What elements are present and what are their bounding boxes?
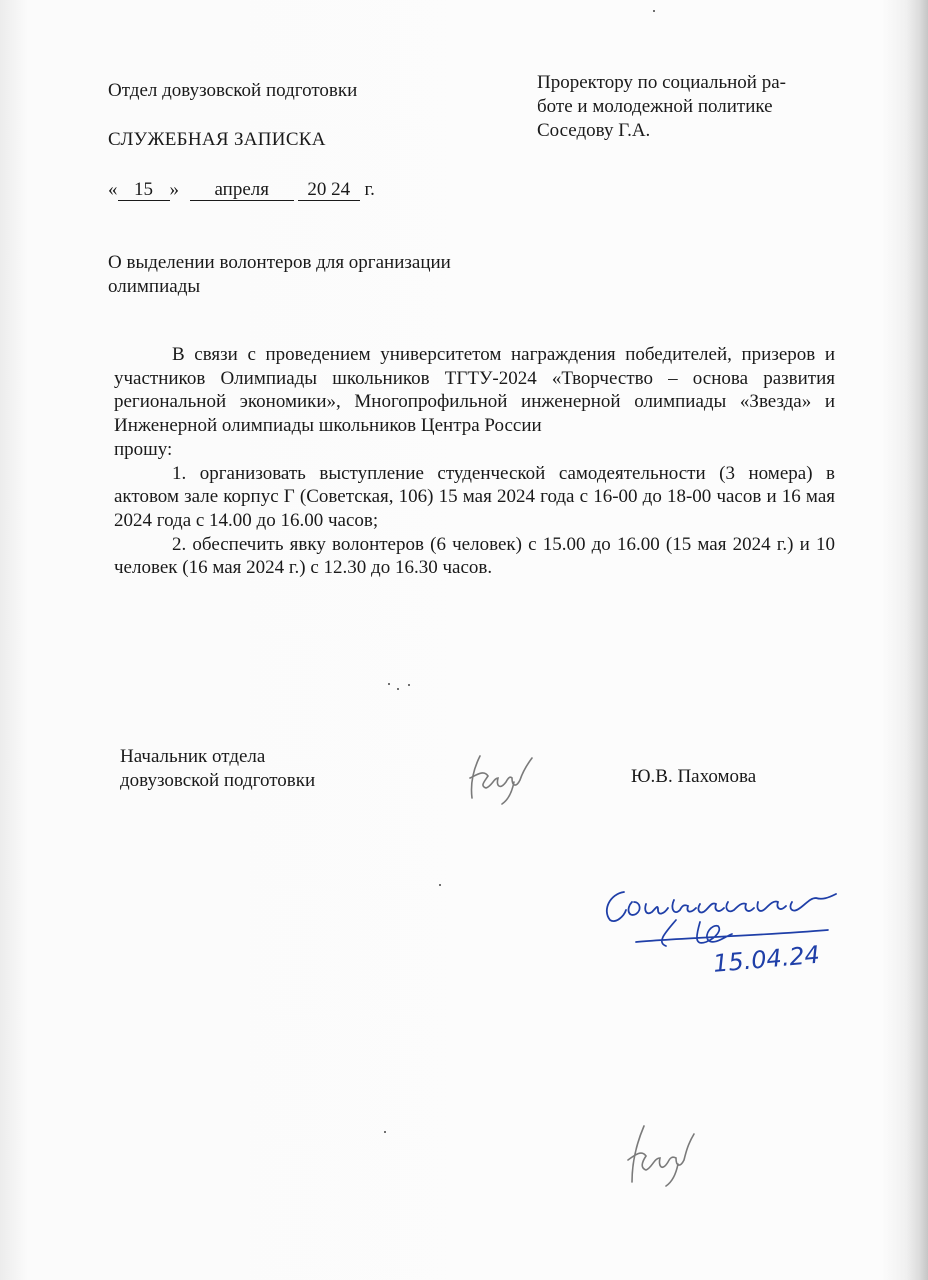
signatory-name: Ю.В. Пахомова xyxy=(631,766,757,787)
subject-block xyxy=(108,251,451,299)
addressee-line: Проректору по социальной ра- xyxy=(537,72,786,93)
memo-body xyxy=(114,343,835,580)
date-month: апреля xyxy=(190,180,294,201)
date-day: 15 xyxy=(118,180,170,201)
addressee-line: боте и молодежной политике xyxy=(537,96,773,117)
body-item-2: 2. обеспечить явку волонтеров (6 человек) с 15.00 до 16.00 (15 мая 2024 г.) и 10 человек (16 мая 2024 г.) с 12.30 до 16.30 часов. xyxy=(114,533,835,579)
body-item-1: 1. организовать выступление студенческой самодеятельности (3 номера) в актовом зале корпус Г (Советская, 106) 15 мая 2024 года с 16-00 до 18-00 часов и 16 мая 2024 года с 14.00 до 16.00 часов; xyxy=(114,462,835,531)
addressee-line: Соседову Г.А. xyxy=(537,120,651,141)
date-open-quote: « xyxy=(108,179,118,200)
speck xyxy=(439,884,441,886)
addressee-block xyxy=(537,71,837,143)
date-line xyxy=(108,178,375,202)
document-title: СЛУЖЕБНАЯ ЗАПИСКА xyxy=(108,129,326,150)
body-request: прошу: xyxy=(114,438,173,460)
subject-line: О выделении волонтеров для организации xyxy=(108,252,451,273)
page-edge-shadow xyxy=(906,0,928,1280)
date-suffix: г. xyxy=(364,179,375,200)
position-line: довузовской подготовки xyxy=(120,770,316,791)
second-signature xyxy=(622,1120,702,1190)
date-year: 20 24 xyxy=(298,180,360,201)
body-intro: В связи с проведением университетом награждения победителей, призеров и участников Олимпиады школьников ТГТУ-2024 «Творчество – основа развития региональной экономики», Многопрофильной инженерной олимпиады «Звезда» и Инженерной олимпиады школьников Центра России xyxy=(114,344,835,437)
position-line: Начальник отдела xyxy=(120,746,266,767)
speck xyxy=(408,684,410,686)
signatory-position xyxy=(120,745,315,793)
speck xyxy=(653,10,655,12)
speck xyxy=(384,1131,386,1133)
author-signature xyxy=(462,748,542,808)
subject-line: олимпиады xyxy=(108,276,201,297)
date-close-quote: » xyxy=(169,179,179,200)
approval-date: 15.04.24 xyxy=(712,940,821,978)
speck xyxy=(397,688,399,690)
department-name: Отдел довузовской подготовки xyxy=(108,80,358,101)
speck xyxy=(388,683,390,685)
